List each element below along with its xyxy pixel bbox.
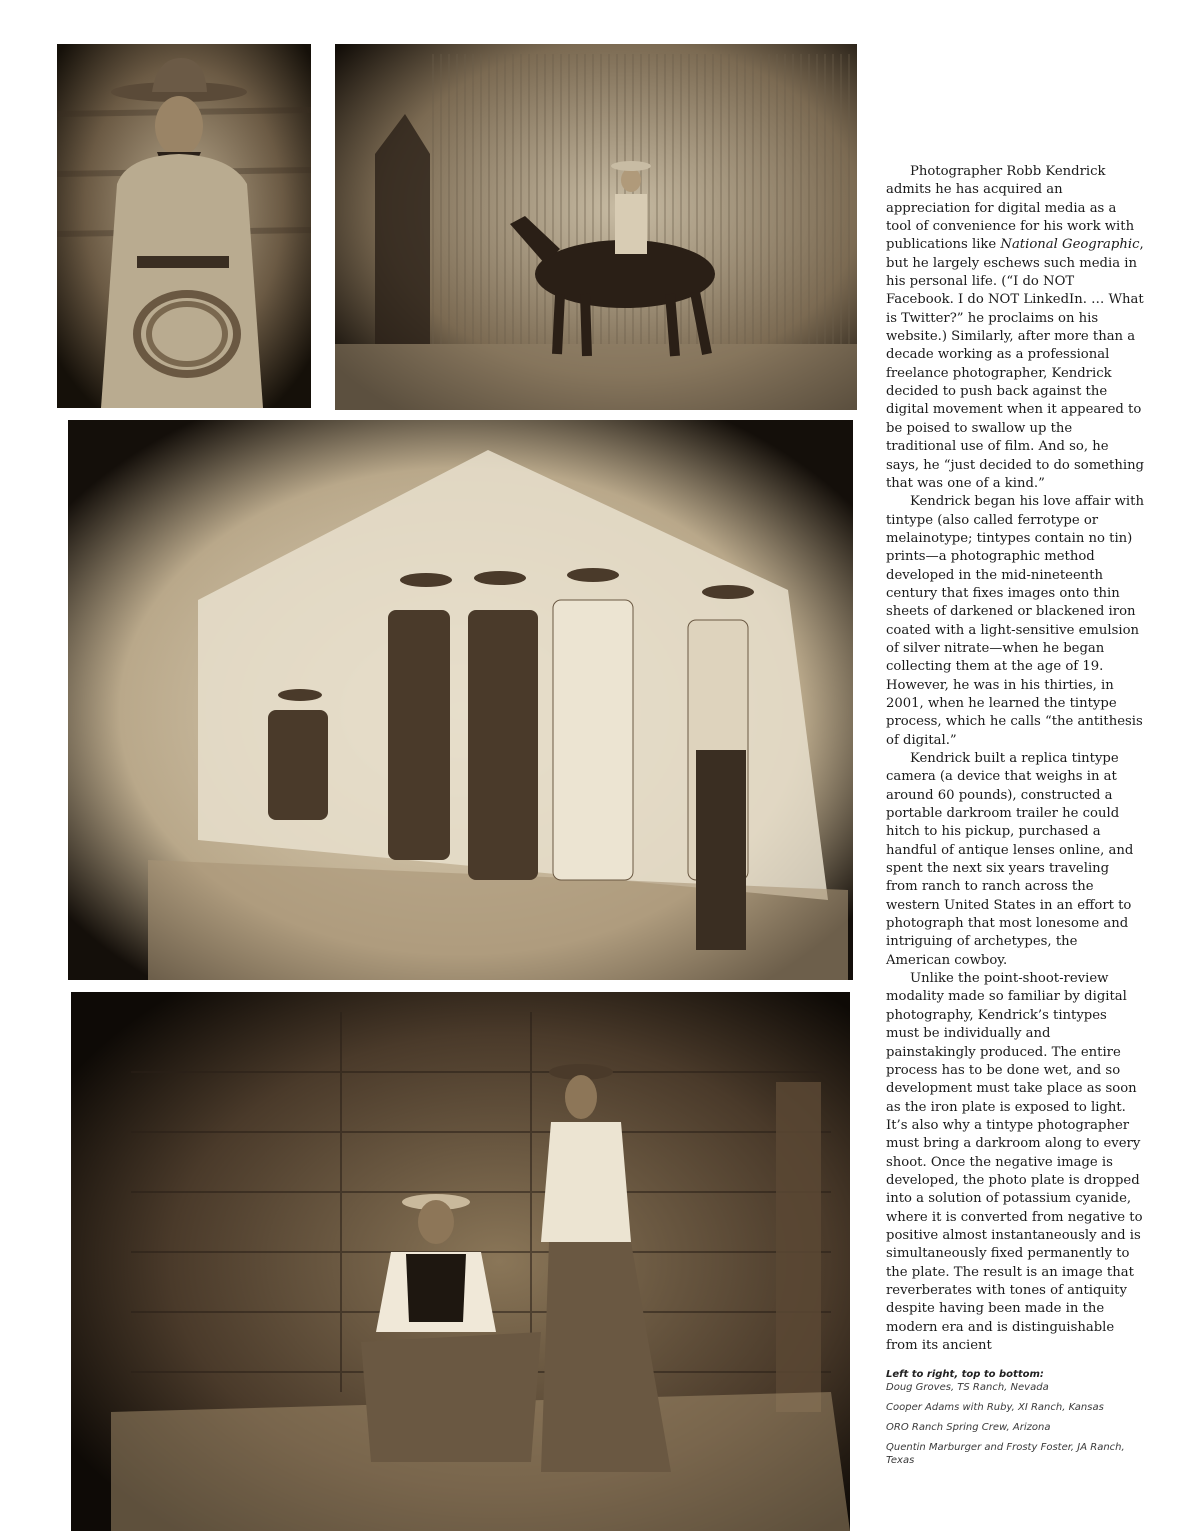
photo-cooper-adams xyxy=(335,44,857,410)
publication-title: National Geographic xyxy=(1000,237,1140,253)
caption-item: Cooper Adams with Ruby, XI Ranch, Kansas xyxy=(886,1402,1104,1413)
caption-item: ORO Ranch Spring Crew, Arizona xyxy=(886,1422,1051,1433)
caption-item: Doug Groves, TS Ranch, Nevada xyxy=(886,1382,1049,1393)
article-paragraph: Kendrick began his love affair with tintype (also called ferrotype or melainotype; tintypes contain no tin) prints—a photographic method developed in the mid-nineteenth century that fixes images onto thin sheets of darkened or blackened iron coated with a light-sensitive emulsion of silver nitrate—when he began collecting them at the age of 19. However, he was in his thirties, in 2001, when he learned the tintype process, which he calls “the antithesis of digital.” xyxy=(886,494,1144,748)
article-body xyxy=(886,163,1144,1355)
photo-ja-ranch-cowboys xyxy=(71,992,850,1531)
photo-captions xyxy=(886,1368,1156,1467)
photo-oro-ranch-crew xyxy=(68,420,853,980)
horse-rider-icon xyxy=(335,44,857,410)
cowboy-portrait-icon xyxy=(57,44,311,408)
article-text: Photographer Robb Kendrick admits he has acquired an appreciation for digital media as a tool of convenience for his work with publications like xyxy=(886,164,1135,253)
article-paragraph xyxy=(886,163,1144,493)
barn-cowboys-icon xyxy=(71,992,850,1531)
article-paragraph: Unlike the point-shoot-review modality made so familiar by digital photography, Kendrick’s tintypes must be individually and painstakingly produced. The entire process has to be done wet, and so development must take place as soon as the iron plate is exposed to light. It’s also why a tintype photographer must bring a darkroom along to every shoot. Once the negative image is developed, the photo plate is dropped into a solution of potassium cyanide, where it is converted from negative to positive almost instantaneously and is simultaneously fixed permanently to the plate. The result is an image that reverberates with tones of antiquity despite having been made in the modern era and is distinguishable from its ancient xyxy=(886,971,1143,1353)
caption-heading: Left to right, top to bottom: xyxy=(886,1369,1044,1380)
photo-doug-groves xyxy=(57,44,311,408)
ranch-crew-tent-icon xyxy=(68,420,853,980)
article-paragraph: Kendrick built a replica tintype camera (a device that weighs in at around 60 pounds), constructed a portable darkroom trailer he could hitch to his pickup, purchased a handful of antique lenses online, and spent the next six years traveling from ranch to ranch across the western United States in an effort to photograph that most lonesome and intriguing of archetypes, the American cowboy. xyxy=(886,751,1134,968)
caption-item: Quentin Marburger and Frosty Foster, JA Ranch, Texas xyxy=(886,1442,1125,1466)
article-text: , but he largely eschews such media in his personal life. (“I do NOT Facebook. I do NOT LinkedIn. … What is Twitter?” he proclaims on his website.) Similarly, after more than a decade working as a professional freelance photographer, Kendrick decided to push back against the digital movement when it appeared to be poised to swallow up the traditional use of film. And so, he says, he “just decided to do something that was one of a kind.” xyxy=(886,237,1144,491)
